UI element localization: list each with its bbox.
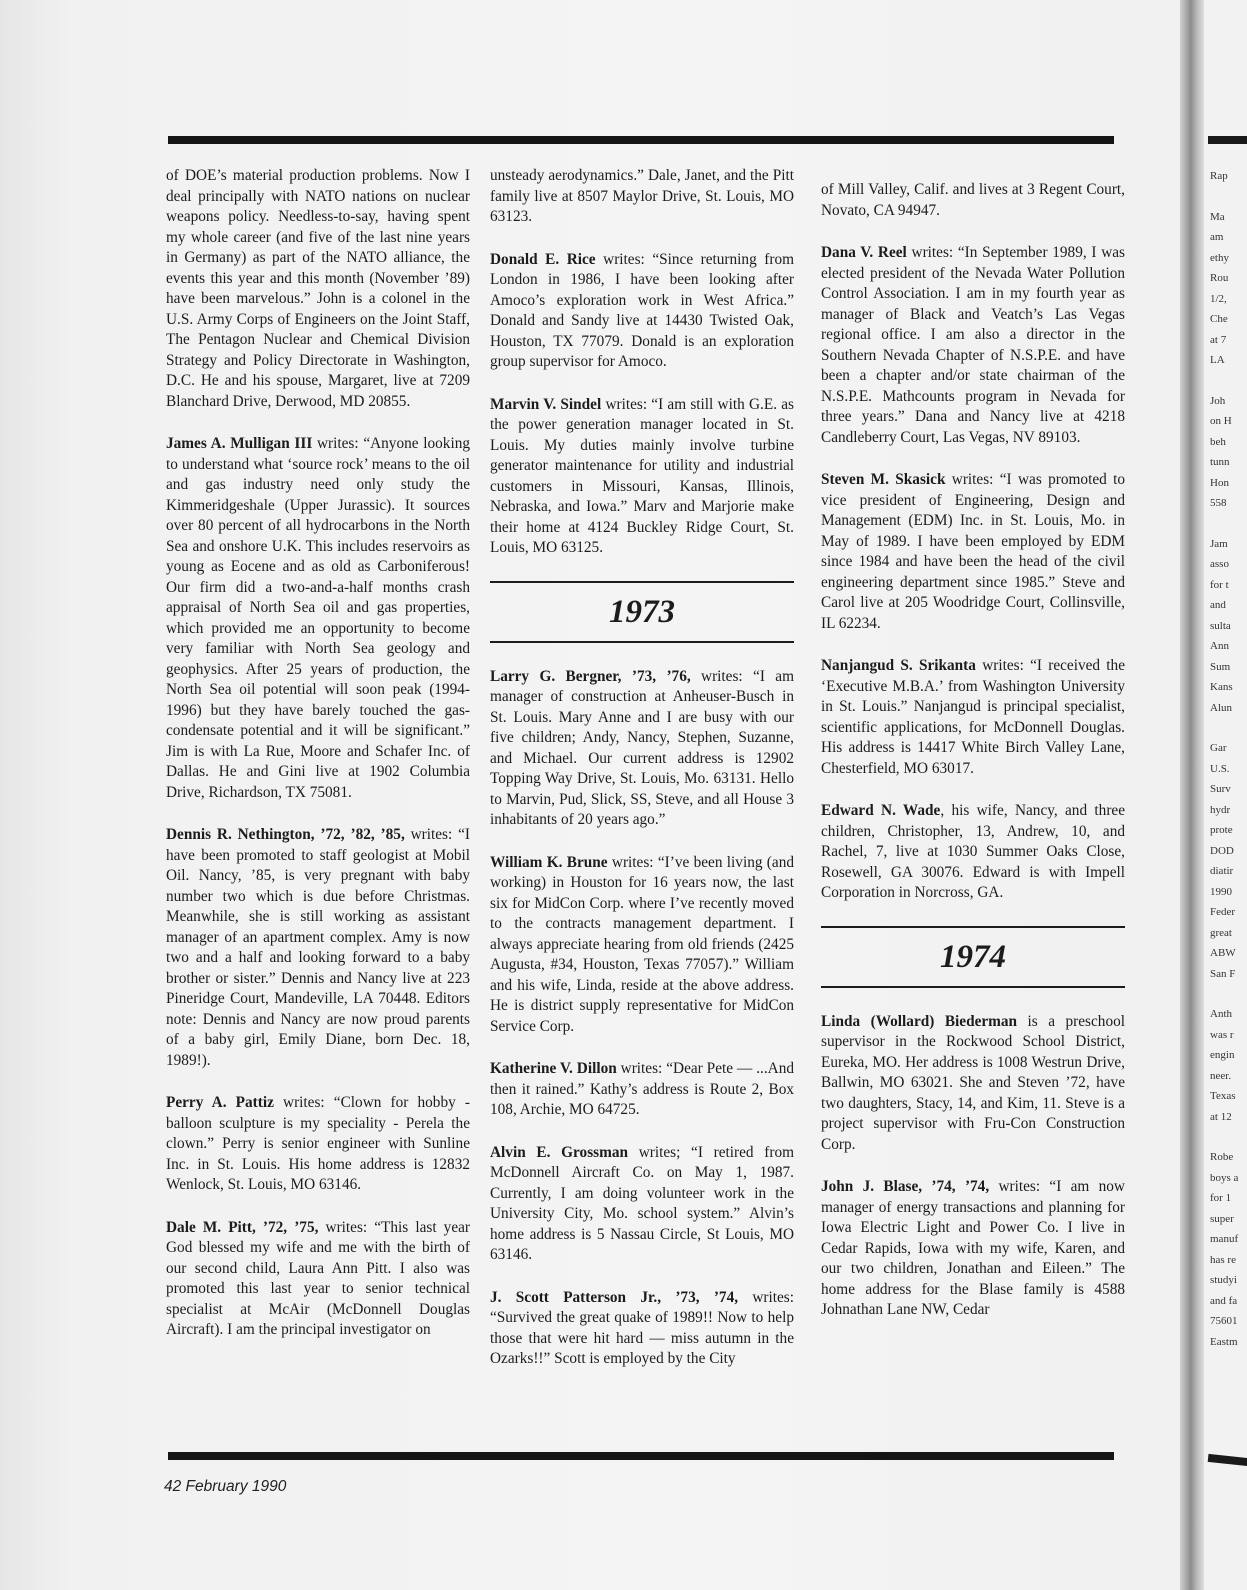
alumni-entry xyxy=(166,825,470,1071)
adjacent-paragraph-gap xyxy=(1210,984,1238,1004)
alumni-name: J. Scott Patterson Jr., ’73, ’74, xyxy=(490,1288,739,1306)
year-rule-top xyxy=(821,926,1125,928)
adjacent-text-fragment: hydr xyxy=(1210,803,1231,816)
adjacent-text-fragment: Joh xyxy=(1210,394,1226,407)
alumni-name: Nanjangud S. Srikanta xyxy=(821,657,976,674)
alumni-name: Alvin E. Grossman xyxy=(490,1143,629,1161)
entry-text: writes: “This last year God blessed my wife and me with the birth of our second child, Laura Ann Pitt. I also was promoted this last year to senior technical specialist at McAir (McDonnell Douglas Aircraft). I am the principal investigator on xyxy=(166,1218,470,1338)
adjacent-text-fragment: LA xyxy=(1210,354,1225,366)
entry-text: unsteady aerodynamics.” Dale, Janet, and the Pitt family live at 8507 Maylor Drive, St. Louis, MO 63123. xyxy=(490,167,794,225)
adjacent-text-fragment: has re xyxy=(1210,1253,1236,1266)
adjacent-text-fragment: 1990 xyxy=(1210,885,1232,898)
adjacent-text-fragment: at 12 xyxy=(1210,1110,1232,1123)
alumni-entry xyxy=(490,395,794,559)
adjacent-text-fragment: Eastm xyxy=(1210,1335,1238,1348)
entry-text: , his wife, Nancy, and three children, Christopher, 13, Andrew, 10, and Rachel, 7, live at 1030 Summer Oaks Close, Rosewell, GA 30076. Edward is with Impell Corporation in Norcross, GA. xyxy=(821,802,1125,901)
adjacent-text-fragment: great xyxy=(1210,926,1232,939)
adjacent-text-fragment: sulta xyxy=(1210,619,1231,632)
alumni-entry xyxy=(821,180,1125,221)
entry-text: of DOE’s material production problems. Now I deal principally with NATO nations on nuclear weapons policy. Needless-to-say, having spent my whole career (and five of the last nine years in Germany) as part of the NATO alliance, the events this year and this month (November ’89) have been marvelous.” John is a colonel in the U.S. Army Corps of Engineers on the Joint Staff, The Pentagon Nuclear and Chemical Division Strategy and Policy Directorate in Washington, D.C. He and his spouse, Margaret, live at 7209 Blanchard Drive, Derwood, MD 20855. xyxy=(166,167,470,410)
top-rule xyxy=(168,136,1114,144)
adjacent-text-fragment: Hon xyxy=(1210,476,1229,489)
alumni-entry xyxy=(490,1059,794,1121)
entry-text: writes: “I was promoted to vice president of Engineering, Design and Management (EDM) Inc. in St. Louis, Mo. in May of 1989. I have been employed by EDM since 1984 and have been the head of the civil engineering department since 1985.” Steve and Carol live at 205 Woodridge Court, Collinsville, IL 62234. xyxy=(821,471,1125,632)
adjacent-text-fragment: boys a xyxy=(1210,1171,1239,1184)
entry-text: writes; “I retired from McDonnell Aircraft Co. on May 1, 1987. Currently, I am doing volunteer work in the University City, Mo. school system.” Alvin’s home address is 5 Nassau Circle, St Louis, MO 63146. xyxy=(490,1143,795,1263)
alumni-name: Katherine V. Dillon xyxy=(490,1060,617,1077)
adjacent-page-column xyxy=(1210,166,1238,1352)
alumni-entry xyxy=(821,801,1125,904)
adjacent-text-fragment: Sum xyxy=(1210,660,1231,673)
adjacent-text-fragment: 1/2, xyxy=(1210,292,1227,305)
adjacent-paragraph-gap xyxy=(1210,514,1238,534)
column-3 xyxy=(821,180,1125,1343)
adjacent-text-fragment: Surv xyxy=(1210,783,1231,795)
alumni-entry xyxy=(166,1093,470,1196)
entry-text: writes: “Clown for hobby - balloon sculpture is my speciality - Perela the clown.” Perry is senior engineer with Sunline Inc. in St. Louis. His home address is 12832 Wenlock, St. Louis, MO 63146. xyxy=(166,1094,470,1193)
adjacent-text-fragment: for t xyxy=(1210,578,1229,591)
adjacent-text-fragment: Rap xyxy=(1210,170,1228,182)
adjacent-text-fragment: and xyxy=(1210,599,1226,611)
adjacent-text-fragment: am xyxy=(1210,231,1224,243)
page-fold-shadow xyxy=(1180,0,1204,1590)
alumni-name: Linda (Wollard) Biederman xyxy=(821,1012,1018,1030)
adjacent-text-fragment: Feder xyxy=(1210,906,1236,918)
adjacent-text-fragment: prote xyxy=(1210,824,1233,836)
adjacent-text-fragment: 558 xyxy=(1210,497,1227,509)
adjacent-text-fragment: Ann xyxy=(1210,640,1229,652)
alumni-entry xyxy=(490,250,794,373)
alumni-entry xyxy=(821,243,1125,448)
adjacent-text-fragment: for 1 xyxy=(1210,1192,1232,1204)
entry-text: writes: “Since returning from London in 1986, I have been looking after Amoco’s exploration work in West Africa.” Donald and Sandy live at 14430 Twisted Oak, Houston, TX 77079. Donald is an exploration group supervisor for Amoco. xyxy=(490,250,794,370)
alumni-entry xyxy=(490,166,794,228)
alumni-name: Edward N. Wade xyxy=(821,802,941,819)
entry-text: writes: “I am manager of construction at Anheuser-Busch in St. Louis. Mary Anne and I are busy with our five children; Andy, Nancy, Stephen, Suzanne, and Michael. Our current address is 12902 Topping Way Drive, St. Louis, Mo. 63131. Hello to Marvin, Pud, Slick, SS, Steve, and all House 3 inhabitants of 20 years ago.” xyxy=(490,667,794,828)
alumni-entry xyxy=(821,470,1125,634)
adjacent-text-fragment: San F xyxy=(1210,967,1236,980)
alumni-entry xyxy=(166,434,470,803)
entry-text: is a preschool supervisor in the Rockwood School District, Eureka, MO. Her address is 1008 Westrun Drive, Ballwin, MO 63021. She and Steven ’72, have two daughters, Stacy, 14, and Kim, 11. Steve is a project supervisor with Fru-Con Construction Corp. xyxy=(821,1012,1125,1153)
adjacent-text-fragment: ethy xyxy=(1210,251,1229,264)
alumni-entry xyxy=(490,1288,794,1370)
adjacent-paragraph-gap xyxy=(1210,718,1238,738)
year-rule-top xyxy=(490,581,794,583)
adjacent-text-fragment: was r xyxy=(1210,1028,1234,1041)
alumni-name: Steven M. Skasick xyxy=(821,471,946,488)
alumni-name: Dana V. Reel xyxy=(821,244,907,261)
adjacent-text-fragment: manuf xyxy=(1210,1233,1239,1245)
adjacent-page-edge xyxy=(1204,0,1247,1590)
alumni-entry xyxy=(821,1177,1125,1321)
entry-text: writes: “Anyone looking to understand what ‘source rock’ means to the oil and gas industry need only study the Kimmeridgeshale (Upper Jurassic). It sources over 80 percent of all hydrocarbons in the North Sea and onshore U.K. This includes reservoirs as young as Eocene and as old as Carboniferous! Our firm did a two-and-a-half months crash appraisal of North Sea oil and gas properties, which provided me an opportunity to become very familiar with North Sea geology and geophysics. After 25 years of production, the North Sea oil potential will soon peak (1994-1996) but they have barely touched the gas-condensate potential and it will be significant.” Jim is with La Rue, Moore and Schafer Inc. of Dallas. He and Gini live at 1902 Columbia Drive, Richardson, TX 75081. xyxy=(166,435,470,801)
entry-text: of Mill Valley, Calif. and lives at 3 Regent Court, Novato, CA 94947. xyxy=(821,181,1125,219)
year-rule-bottom xyxy=(821,986,1125,988)
alumni-name: Marvin V. Sindel xyxy=(490,395,602,413)
adjacent-text-fragment: super xyxy=(1210,1212,1234,1225)
alumni-name: James A. Mulligan III xyxy=(166,435,313,452)
alumni-entry xyxy=(490,667,794,831)
bottom-rule xyxy=(168,1452,1114,1460)
adjacent-text-fragment: Alun xyxy=(1210,701,1232,714)
adjacent-text-fragment: beh xyxy=(1210,435,1226,448)
entry-text: writes: “I received the ‘Executive M.B.A.’ from Washington University in St. Louis.” Nanjangud is principal specialist, scientific applications, for McDonnell Douglas. His address is 14417 White Birch Valley Lane, Chesterfield, MO 63017. xyxy=(821,657,1125,777)
adjacent-text-fragment: Che xyxy=(1210,313,1228,325)
adjacent-text-fragment: U.S. xyxy=(1210,762,1230,775)
entry-text: writes: “I have been promoted to staff geologist at Mobil Oil. Nancy, ’85, is very pregnant with baby number two which is due before Christmas. Meanwhile, she is still working as assistant manager of an apartment complex. Amy is now two and a half and looking forward to a baby brother or sister.” Dennis and Nancy live at 223 Pineridge Court, Mandeville, LA 70448. Editors note: Dennis and Nancy are now proud parents of a baby girl, Emily Diane, born Dec. 18, 1989!). xyxy=(166,826,470,1069)
adjacent-text-fragment: ABW xyxy=(1210,947,1236,959)
adjacent-text-fragment: Anth xyxy=(1210,1008,1232,1020)
year-label: 1973 xyxy=(609,593,675,630)
alumni-entry xyxy=(166,166,470,412)
adjacent-text-fragment: diatir xyxy=(1210,865,1234,877)
adjacent-text-fragment: Ma xyxy=(1210,210,1225,223)
entry-text: writes: “Survived the great quake of 1989!! Now to help those that were hit hard — miss autumn in the Ozarks!!” Scott is employed by the City xyxy=(490,1288,794,1367)
adjacent-text-fragment: Jam xyxy=(1210,537,1228,550)
adjacent-text-fragment: neer. xyxy=(1210,1069,1232,1082)
adjacent-text-fragment: Kans xyxy=(1210,681,1233,693)
adjacent-paragraph-gap xyxy=(1210,1127,1238,1147)
alumni-name: Dale M. Pitt, ’72, ’75, xyxy=(166,1218,319,1236)
page-footer: 42 February 1990 xyxy=(164,1478,287,1495)
adjacent-text-fragment: studyi xyxy=(1210,1274,1237,1286)
alumni-entry xyxy=(821,656,1125,779)
alumni-name: John J. Blase, ’74, ’74, xyxy=(821,1178,990,1195)
year-heading xyxy=(821,926,1125,988)
alumni-name: Donald E. Rice xyxy=(490,250,596,268)
adjacent-text-fragment: Rou xyxy=(1210,272,1229,284)
alumni-entry xyxy=(821,1012,1125,1156)
adjacent-text-fragment: at 7 xyxy=(1210,333,1227,346)
alumni-entry xyxy=(166,1218,470,1341)
year-label: 1974 xyxy=(940,938,1006,975)
year-rule-bottom xyxy=(490,641,794,643)
alumni-name: William K. Brune xyxy=(490,853,608,871)
adjacent-paragraph-gap xyxy=(1210,187,1238,207)
alumni-entry xyxy=(490,1143,794,1266)
adjacent-text-fragment: on H xyxy=(1210,415,1232,427)
adjacent-bottom-rule xyxy=(1208,1454,1247,1466)
alumni-name: Perry A. Pattiz xyxy=(166,1094,274,1111)
column-1 xyxy=(166,166,470,1363)
entry-text: writes: “Dear Pete — ...And then it rained.” Kathy’s address is Route 2, Box 108, Archie, MO 64725. xyxy=(490,1060,795,1118)
adjacent-text-fragment: and fa xyxy=(1210,1294,1238,1307)
entry-text: writes: “In September 1989, I was elected president of the Nevada Water Pollution Control Association. I am in my fourth year as manager of Black and Veatch’s Las Vegas regional office. I am also a director in the Southern Nevada Chapter of N.S.P.E. and have been a chapter and/or state chairman of the N.S.P.E. Mathcounts program in Nevada for three years.” Dana and Nancy live at 4218 Candleberry Court, Las Vegas, NV 89103. xyxy=(821,244,1126,446)
entry-text: writes: “I am still with G.E. as the power generation manager located in St. Louis. My duties mainly involve turbine generator maintenance for utility and industrial customers in Missouri, Kansas, Illinois, Nebraska, and Iowa.” Marv and Marjorie make their home at 4124 Buckley Ridge Court, St. Louis, MO 63125. xyxy=(490,395,794,556)
adjacent-text-fragment: engin xyxy=(1210,1049,1235,1061)
entry-text: writes: “I’ve been living (and working) in Houston for 16 years now, the last six for MidCon Corp. where I’ve recently moved to the contracts management department. I always appreciate hearing from old friends (2425 Augusta, #34, Houston, Texas 77057).” William and his wife, Linda, reside at the above address. He is district supply representative for MidCon Service Corp. xyxy=(490,853,794,1035)
alumni-name: Larry G. Bergner, ’73, ’76, xyxy=(490,667,691,685)
adjacent-text-fragment: asso xyxy=(1210,558,1229,570)
adjacent-text-fragment: tunn xyxy=(1210,456,1230,468)
adjacent-top-rule xyxy=(1208,136,1247,144)
alumni-entry xyxy=(490,853,794,1038)
adjacent-text-fragment: Robe xyxy=(1210,1151,1234,1163)
adjacent-paragraph-gap xyxy=(1210,371,1238,391)
adjacent-text-fragment: Texas xyxy=(1210,1090,1236,1102)
column-2 xyxy=(490,166,794,1392)
adjacent-text-fragment: DOD xyxy=(1210,844,1234,857)
entry-text: writes: “I am now manager of energy transactions and planning for Iowa Electric Light and Power Co. I live in Cedar Rapids, Iowa with my wife, Karen, and our two children, Jonathan and Eileen.” The home address for the Blase family is 4588 Johnathan Lane NW, Cedar xyxy=(821,1178,1125,1318)
year-heading xyxy=(490,581,794,643)
alumni-name: Dennis R. Nethington, ’72, ’82, ’85, xyxy=(166,826,405,843)
adjacent-text-fragment: 75601 xyxy=(1210,1315,1238,1327)
adjacent-text-fragment: Gar xyxy=(1210,742,1227,754)
